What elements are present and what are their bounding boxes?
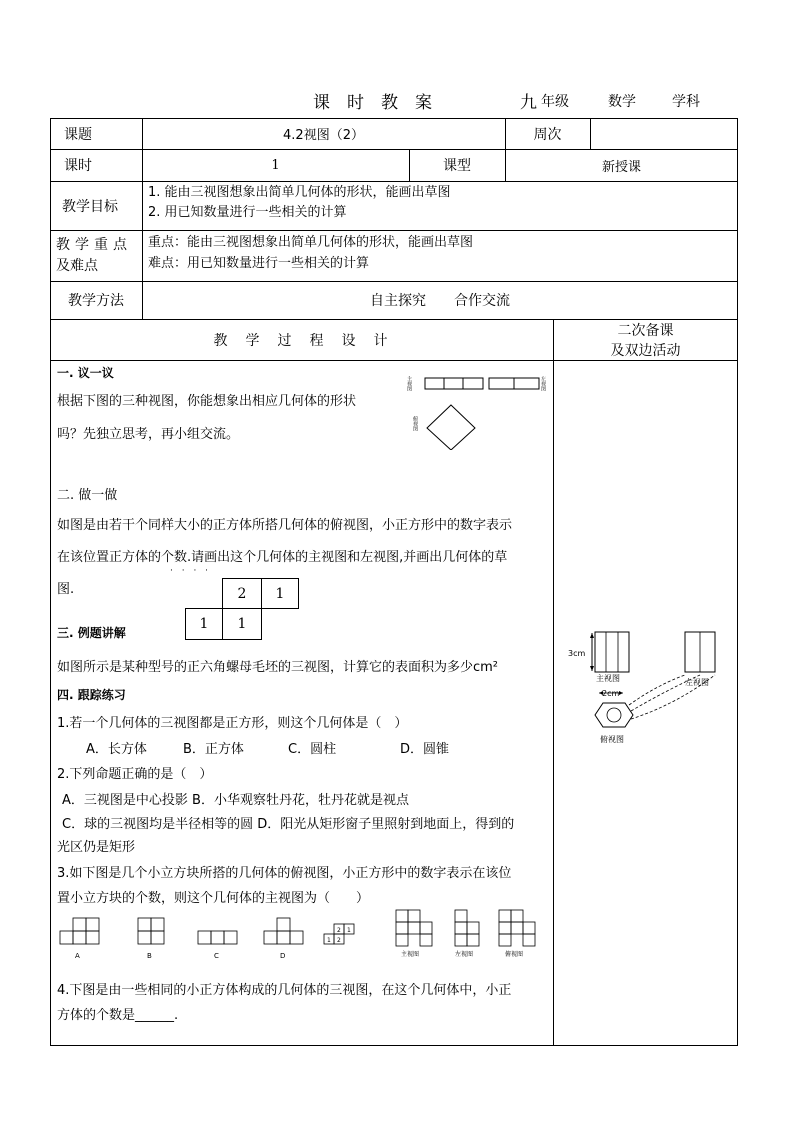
q2-text: 2.下列命题正确的是（ ）	[57, 767, 213, 782]
subject-label: 学科	[672, 94, 700, 110]
side-front-view	[595, 632, 629, 672]
s1-text-2: 吗？先独立思考，再小组交流。	[57, 427, 240, 442]
type-value: 新授课	[601, 159, 641, 175]
q3-grid-number: 2	[337, 927, 341, 934]
method-label: 教学方法	[68, 293, 124, 309]
s2-dots: · · · ·	[170, 566, 212, 576]
width-dimension-label: 2cm	[602, 689, 620, 698]
second-label-2: 及双边活动	[610, 343, 681, 359]
height-dimension-label: 3cm	[568, 649, 586, 658]
s1-three-views-figure	[405, 372, 555, 450]
topic-value: 4.2视图（2）	[283, 128, 364, 143]
hours-label: 课时	[64, 158, 92, 174]
process-label: 教 学 过 程 设 计	[213, 332, 390, 349]
goal-item-1: 1. 能由三视图想象出简单几何体的形状，能画出草图	[148, 185, 451, 200]
q4-top-view-label: 俯视图	[505, 951, 524, 958]
row-divider	[50, 360, 738, 361]
s2-grid-cell: 1	[222, 608, 262, 640]
q3-label-a: A	[75, 952, 80, 960]
topic-label: 课题	[64, 126, 92, 143]
s2-grid-cell: 2	[222, 578, 262, 609]
q3-grid-number: 2	[337, 937, 341, 944]
s1-top-view-diamond	[427, 405, 475, 450]
s2-text-2: 在该位置正方体的个数.请画出这个几何体的主视图和左视图,并画出几何体的草	[57, 550, 508, 565]
week-label: 周次	[533, 126, 562, 143]
row-divider	[50, 181, 738, 182]
keypoint-label-2: 及难点	[56, 258, 98, 274]
q1-option-a: A．长方体	[86, 742, 147, 757]
q3-grid-number: 1	[327, 937, 331, 944]
hex-nut-three-views-figure	[565, 625, 730, 755]
s1-front-view	[425, 378, 483, 389]
q4-front-view-label: 主视图	[401, 951, 420, 958]
s1-front-view-label: 主视图	[406, 376, 412, 391]
q1-option-b: B．正方体	[183, 742, 244, 757]
s2-grid-cell: 1	[261, 578, 299, 609]
keypoint-item-1: 重点：能由三视图想象出简单几何体的形状，能画出草图	[148, 235, 474, 250]
q4-left-view-label: 左视图	[455, 951, 474, 958]
grade-value: 九	[520, 93, 537, 113]
side-top-view-label: 俯视图	[600, 735, 624, 744]
q3-q4-figures	[55, 906, 545, 964]
q2-option-ab: A．三视图是中心投影 B．小华观察牡丹花，牡丹花就是视点	[62, 793, 409, 808]
section-3-title: 三. 例题讲解	[57, 626, 126, 640]
s2-grid-cell: 1	[185, 608, 223, 640]
s2-text-3: 图.	[57, 582, 75, 597]
hours-value: 1	[271, 157, 280, 173]
second-label-1: 二次备课	[617, 323, 674, 339]
q2-option-cd-2: 光区仍是矩形	[57, 840, 136, 855]
page-title: 课 时 教 案	[313, 93, 432, 113]
side-left-view-label: 左视图	[685, 678, 709, 687]
goal-label: 教学目标	[62, 198, 118, 215]
side-top-view-hexagon	[595, 703, 633, 727]
type-label: 课型	[443, 158, 471, 174]
s1-top-view-label: 俯视图	[412, 416, 418, 431]
q1-option-d: D．圆锥	[400, 742, 450, 757]
section-4-title: 四. 跟踪练习	[57, 688, 126, 702]
q3-text-2: 置小立方块的个数，则这个几何体的主视图为（ ）	[57, 891, 370, 906]
q4-text-2: 方体的个数是______.	[57, 1008, 179, 1023]
row-divider	[50, 230, 738, 231]
s1-text-1: 根据下图的三种视图，你能想象出相应几何体的形状	[57, 394, 357, 409]
keypoint-label-1: 教学重点	[56, 237, 132, 253]
method-value: 自主探究 合作交流	[370, 293, 510, 309]
keypoint-item-2: 难点：用已知数量进行一些相关的计算	[148, 256, 370, 271]
side-front-view-label: 主视图	[596, 674, 620, 683]
goal-item-2: 2. 用已知数量进行一些相关的计算	[148, 205, 347, 220]
section-1-title: 一. 议一议	[57, 366, 114, 380]
q1-text: 1.若一个几何体的三视图都是正方形，则这个几何体是（ ）	[57, 716, 408, 731]
q3-label-d: D	[280, 952, 286, 960]
section-2-title: 二. 做一做	[57, 488, 118, 503]
q3-grid-number: 1	[347, 927, 351, 934]
s2-text-1: 如图是由若干个同样大小的正方体所搭几何体的俯视图，小正方形中的数字表示	[57, 518, 513, 533]
s3-text: 如图所示是某种型号的正六角螺母毛坯的三视图，计算它的表面积为多少cm²	[57, 660, 499, 675]
q1-option-c: C．圆柱	[288, 742, 337, 757]
q3-text-1: 3.如下图是几个小立方块所搭的几何体的俯视图，小正方形中的数字表示在该位	[57, 866, 512, 881]
s1-left-view-label: 左视图	[540, 376, 546, 391]
q4-text-1: 4.下图是由一些相同的小正方体构成的几何体的三视图，在这个几何体中，小正	[57, 983, 512, 998]
week-value	[590, 118, 738, 149]
grade-label: 年级	[541, 94, 569, 110]
q2-option-cd-1: C．球的三视图均是半径相等的圆 D．阳光从矩形窗子里照射到地面上，得到的	[62, 817, 515, 832]
q3-label-b: B	[147, 952, 152, 960]
q3-label-c: C	[214, 952, 219, 960]
subject-value: 数学	[608, 94, 636, 110]
